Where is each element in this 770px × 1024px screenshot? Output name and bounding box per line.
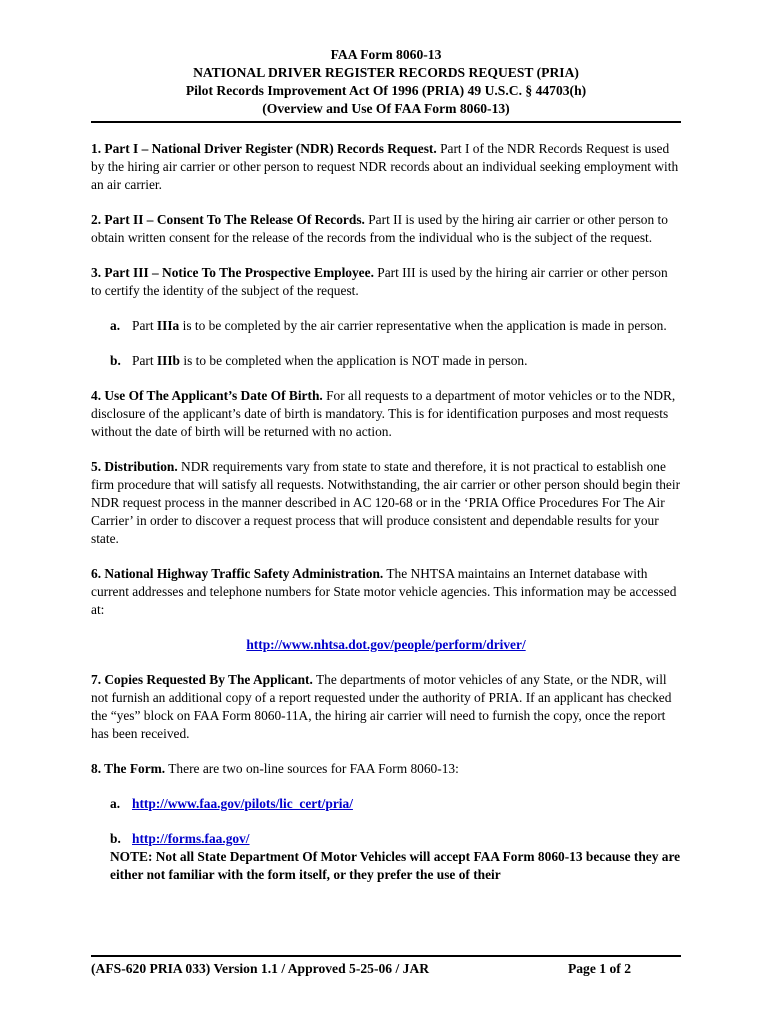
- section-3: [91, 264, 681, 300]
- section-7-heading: 7. Copies Requested By The Applicant.: [91, 672, 313, 687]
- act-citation: Pilot Records Improvement Act Of 1996 (PRIA) 49 U.S.C. § 44703(h): [185, 83, 587, 98]
- section-3a-pre: Part: [132, 318, 157, 333]
- section-8-body: There are two on-line sources for FAA Form 8060-13:: [165, 761, 459, 776]
- section-5: [91, 458, 681, 548]
- section-8b-note: NOTE: Not all State Department Of Motor Vehicles will accept FAA Form 8060-13 because they are either not familiar with the form itself, or they prefer the use of their: [110, 849, 681, 882]
- section-3-heading: 3. Part III – Notice To The Prospective Employee.: [91, 265, 374, 280]
- header-rule: [91, 121, 681, 123]
- section-1-body: Part I of the NDR Records Request is used by the hiring air carrier or other person to request NDR records about an individual seeking employment with an air carrier.: [91, 141, 679, 192]
- section-2: [91, 211, 681, 247]
- faa-pria-link[interactable]: http://www.faa.gov/pilots/lic_cert/pria/: [132, 796, 353, 811]
- section-8-heading: 8. The Form.: [91, 761, 166, 776]
- section-7: [91, 671, 681, 743]
- form-title: NATIONAL DRIVER REGISTER RECORDS REQUEST (PRIA): [193, 65, 579, 80]
- overview-subtitle: (Overview and Use Of FAA Form 8060-13): [262, 101, 510, 116]
- section-8b: [110, 830, 681, 848]
- form-number: FAA Form 8060-13: [330, 47, 442, 62]
- section-3a: [110, 317, 681, 335]
- section-8a: [110, 795, 681, 813]
- section-8b-label: b.: [110, 831, 121, 846]
- footer-version: (AFS-620 PRIA 033) Version 1.1 / Approved 5-25-06 / JAR: [91, 961, 430, 976]
- section-2-heading: 2. Part II – Consent To The Release Of Records.: [91, 212, 365, 227]
- section-4: [91, 387, 681, 441]
- section-6-heading: 6. National Highway Traffic Safety Administration.: [91, 566, 384, 581]
- section-7-body: The departments of motor vehicles of any State, or the NDR, will not furnish an additional copy of a report requested under the authority of PRIA. If an applicant has checked the “yes” block on FAA Form 8060-11A, the hiring air carrier will need to furnish the copy, once the report has been received.: [91, 672, 672, 741]
- section-3b-part: IIIb: [156, 353, 181, 368]
- section-3b-label: b.: [110, 353, 121, 368]
- section-6: [91, 565, 681, 619]
- section-3-body: Part III is used by the hiring air carrier or other person to certify the identity of the subject of the request.: [91, 265, 668, 298]
- section-6-body: The NHTSA maintains an Internet database with current addresses and telephone numbers for State motor vehicle agencies. This information may be accessed at:: [91, 566, 677, 617]
- section-8: [91, 760, 681, 778]
- document-header: [91, 46, 681, 118]
- nhtsa-link[interactable]: http://www.nhtsa.dot.gov/people/perform/driver/: [246, 637, 526, 652]
- section-3b: [110, 352, 681, 370]
- page-footer: [91, 955, 681, 977]
- section-5-heading: 5. Distribution.: [91, 459, 178, 474]
- section-4-body: For all requests to a department of motor vehicles or to the NDR, disclosure of the applicant’s date of birth is mandatory. This is for identification purposes and most requests without the date of birth will be returned with no action.: [91, 388, 676, 439]
- section-2-body: Part II is used by the hiring air carrier or other person to obtain written consent for the release of the records from the individual who is the subject of the request.: [91, 212, 668, 245]
- section-3b-body: is to be completed when the application is NOT made in person.: [180, 353, 528, 368]
- section-3a-label: a.: [110, 318, 121, 333]
- section-3a-part: IIIa: [156, 318, 180, 333]
- faa-forms-link[interactable]: http://forms.faa.gov/: [132, 831, 250, 846]
- section-1-heading: 1. Part I – National Driver Register (NDR) Records Request.: [91, 141, 437, 156]
- section-4-heading: 4. Use Of The Applicant’s Date Of Birth.: [91, 388, 323, 403]
- section-3a-body: is to be completed by the air carrier representative when the application is made in person.: [179, 318, 667, 333]
- section-1: [91, 140, 681, 194]
- section-8a-label: a.: [110, 796, 121, 811]
- page-number: Page 1 of 2: [567, 961, 631, 976]
- section-3b-pre: Part: [132, 353, 157, 368]
- document-page: [91, 46, 681, 884]
- section-5-body: NDR requirements vary from state to state and therefore, it is not practical to establish one firm procedure that will satisfy all requests. Notwithstanding, the air carrier or other person should begin their NDR request process in the manner described in AC 120-68 or in the ‘PRIA Office Procedures For The Air Carrier’ in order to discover a request process that will produce consistent and dependable results for your state.: [91, 459, 681, 546]
